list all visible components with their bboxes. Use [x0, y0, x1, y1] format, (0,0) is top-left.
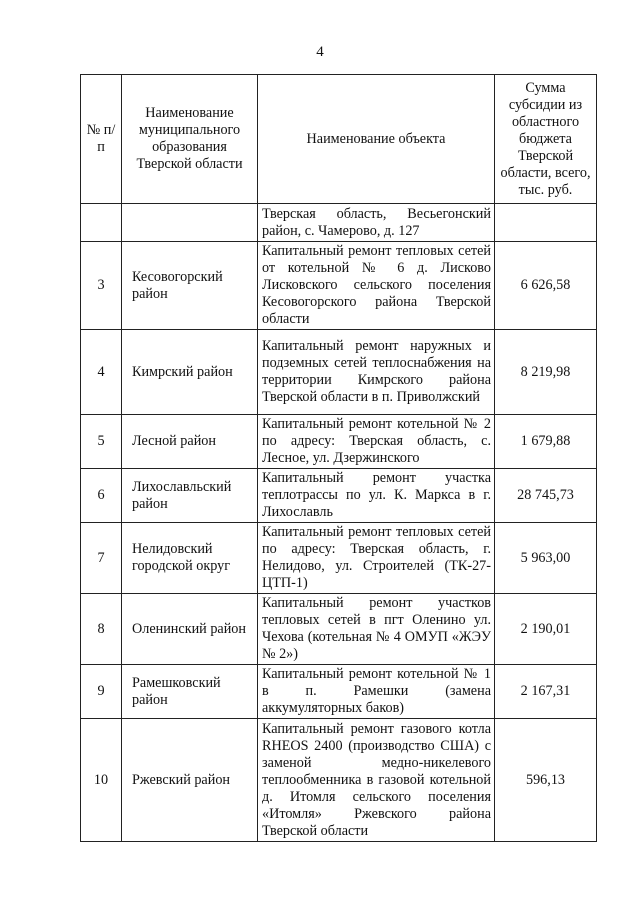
header-municipality: Наименование муниципального образования Тверской области: [122, 75, 258, 204]
municipality-name: Ржевский район: [122, 719, 258, 842]
table-row: [81, 523, 597, 594]
subsidy-amount: 28 745,73: [495, 469, 597, 523]
row-number: 10: [81, 719, 122, 842]
municipality-name: Кесовогорский район: [122, 242, 258, 330]
object-name: Капитальный ремонт котельной № 1 в п. Рамешки (замена аккумуляторных баков): [258, 665, 495, 719]
table-row: [81, 330, 597, 415]
table-row: [81, 469, 597, 523]
subsidy-amount: 596,13: [495, 719, 597, 842]
header-object: Наименование объекта: [258, 75, 495, 204]
object-name: Капитальный ремонт котельной № 2 по адресу: Тверская область, с. Лесное, ул. Дзержинского: [258, 415, 495, 469]
subsidy-amount: 1 679,88: [495, 415, 597, 469]
municipality-name: Лесной район: [122, 415, 258, 469]
subsidy-amount: 2 190,01: [495, 594, 597, 665]
object-name: Капитальный ремонт тепловых сетей по адресу: Тверская область, г. Нелидово, ул. Строителей (ТК-27-ЦТП-1): [258, 523, 495, 594]
subsidy-table: [80, 74, 597, 842]
row-number: 7: [81, 523, 122, 594]
table-row: [81, 204, 597, 242]
subsidy-amount: 5 963,00: [495, 523, 597, 594]
object-name: Капитальный ремонт участков тепловых сетей в пгт Оленино ул. Чехова (котельная № 4 ОМУП «ЖЭУ № 2»): [258, 594, 495, 665]
subsidy-amount: [495, 204, 597, 242]
object-name: Тверская область, Весьегонский район, с. Чамерово, д. 127: [258, 204, 495, 242]
row-number: 3: [81, 242, 122, 330]
object-name: Капитальный ремонт участка теплотрассы по ул. К. Маркса в г. Лихославль: [258, 469, 495, 523]
table-row: [81, 242, 597, 330]
municipality-name: Оленинский район: [122, 594, 258, 665]
municipality-name: Рамешковский район: [122, 665, 258, 719]
object-name: Капитальный ремонт газового котла RHEOS 2400 (производство США) с заменой медно-никелевого теплообменника в газовой котельной д. Итомля сельского поселения «Итомля» Ржевского района Тверской области: [258, 719, 495, 842]
row-number: 4: [81, 330, 122, 415]
subsidy-amount: 6 626,58: [495, 242, 597, 330]
table-header-row: [81, 75, 597, 204]
table-row: [81, 594, 597, 665]
subsidy-amount: 8 219,98: [495, 330, 597, 415]
municipality-name: Лихославльский район: [122, 469, 258, 523]
row-number: 9: [81, 665, 122, 719]
table-row: [81, 719, 597, 842]
subsidy-amount: 2 167,31: [495, 665, 597, 719]
row-number: [81, 204, 122, 242]
header-row-number: № п/п: [81, 75, 122, 204]
object-name: Капитальный ремонт тепловых сетей от котельной № 6 д. Лисково Лисковского сельского поселения Кесовогорского района Тверской области: [258, 242, 495, 330]
municipality-name: Нелидовский городской округ: [122, 523, 258, 594]
page-number: 4: [316, 44, 324, 60]
table-row: [81, 415, 597, 469]
municipality-name: Кимрский район: [122, 330, 258, 415]
municipality-name: [122, 204, 258, 242]
row-number: 8: [81, 594, 122, 665]
row-number: 5: [81, 415, 122, 469]
table-row: [81, 665, 597, 719]
header-subsidy-sum: Сумма субсидии из областного бюджета Тверской области, всего, тыс. руб.: [495, 75, 597, 204]
object-name: Капитальный ремонт наружных и подземных сетей теплоснабжения на территории Кимрского района Тверской области в п. Приволжский: [258, 330, 495, 415]
row-number: 6: [81, 469, 122, 523]
